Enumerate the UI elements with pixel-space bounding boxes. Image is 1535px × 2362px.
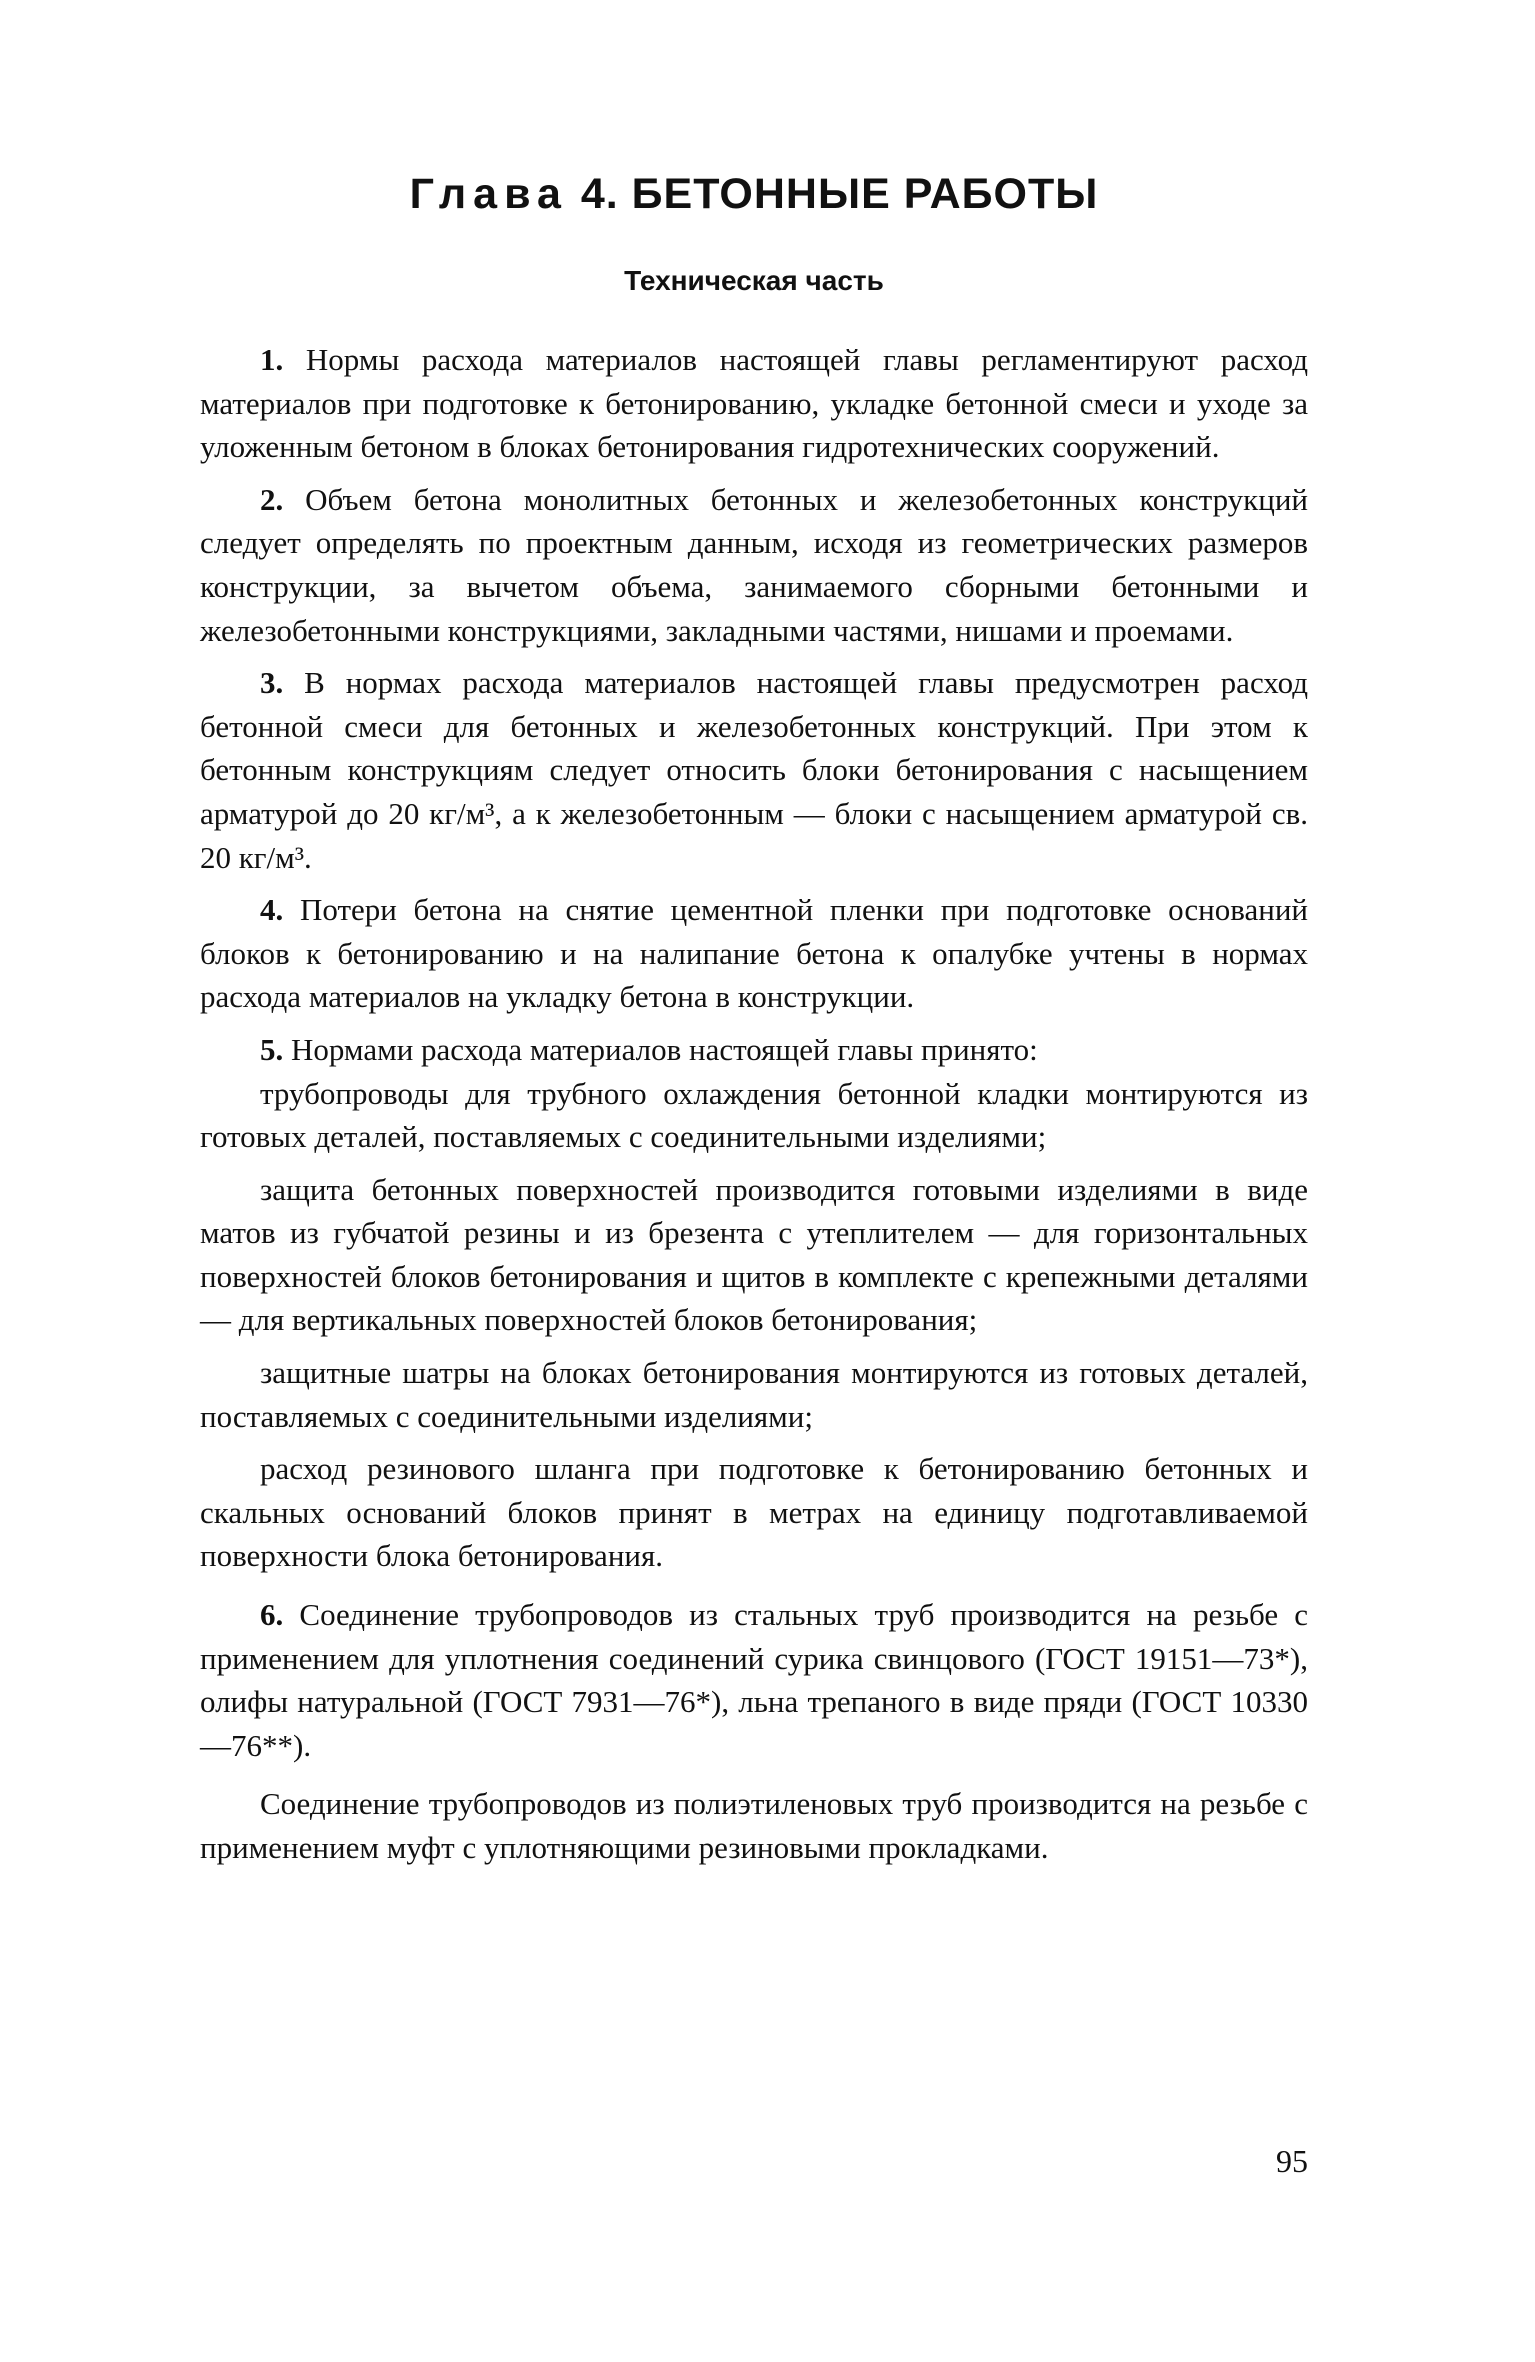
paragraph-3	[200, 661, 1308, 879]
paragraph-6	[200, 1593, 1308, 1767]
paragraph-number: 1.	[260, 342, 284, 377]
paragraph-text: Нормами расхода материалов настоящей главы принято:	[291, 1031, 1038, 1067]
paragraph-number: 5.	[260, 1031, 284, 1067]
paragraph-5-item-4	[200, 1447, 1308, 1578]
paragraph-number: 6.	[260, 1597, 284, 1633]
paragraph-text: Соединение трубопроводов из стальных труб производится на резьбе с применением для уплотнения соединений сурика свинцового (ГОСТ 19151—73*), олифы натуральной (ГОСТ 7931—76*), льна трепаного в виде пряди (ГОСТ 10330—76**).	[200, 1597, 1309, 1763]
paragraph-text: В нормах расхода материалов настоящей главы предусмотрен расход бетонной смеси для бетонных и железобетонных конструкций. При этом к бетонным конструкциям следует относить блоки бетонирования с насыщением арматурой до 20 кг/м³, а к железобетонным — блоки с насыщением арматурой св. 20 кг/м³.	[200, 665, 1308, 875]
paragraph-number: 2.	[260, 481, 284, 517]
paragraph-2	[200, 478, 1308, 652]
paragraph-number: 3.	[260, 665, 284, 701]
paragraph-1	[200, 338, 1308, 469]
paragraph-5-item-1	[200, 1072, 1308, 1159]
paragraph-6-continuation	[200, 1782, 1308, 1869]
paragraph-text: Соединение трубопроводов из полиэтиленовых труб производится на резьбе с применением муфт с уплотняющими резиновыми прокладками.	[200, 1786, 1308, 1865]
chapter-heading: 4. БЕТОННЫЕ РАБОТЫ	[580, 170, 1099, 218]
body-text	[200, 338, 1308, 1870]
paragraph-text: трубопроводы для трубного охлаждения бетонной кладки монтируются из готовых деталей, поставляемых с соединительными изделиями;	[200, 1075, 1308, 1155]
paragraph-5	[200, 1028, 1308, 1072]
paragraph-text: Нормы расхода материалов настоящей главы регламентируют расход материалов при подготовке к бетонированию, укладке бетонной смеси и уходе за уложенным бетоном в блоках бетонирования гидротехнических сооружений.	[200, 342, 1309, 465]
paragraph-5-item-2	[200, 1168, 1308, 1342]
paragraph-number: 4.	[260, 892, 284, 928]
paragraph-text: расход резинового шланга при подготовке к бетонированию бетонных и скальных оснований блоков принят в метрах на единицу подготавливаемой поверхности блока бетонирования.	[200, 1451, 1308, 1574]
document-page	[200, 0, 1308, 2362]
chapter-title	[200, 170, 1308, 219]
paragraph-text: Потери бетона на снятие цементной пленки при подготовке оснований блоков к бетонированию и на налипание бетона к опалубке учтены в нормах расхода материалов на укладку бетона в конструкции.	[200, 892, 1309, 1015]
paragraph-text: защитные шатры на блоках бетонирования монтируются из готовых деталей, поставляемых с соединительными изделиями;	[200, 1355, 1308, 1434]
paragraph-text: защита бетонных поверхностей производится готовыми изделиями в виде матов из губчатой резины и из брезента с утеплителем — для горизонтальных поверхностей блоков бетонирования и щитов в комплекте с крепежными деталями — для вертикальных поверхностей блоков бетонирования;	[200, 1171, 1308, 1338]
paragraph-text: Объем бетона монолитных бетонных и железобетонных конструкций следует определять по проектным данным, исходя из геометрических размеров конструкции, за вычетом объема, занимаемого сборными бетонными и железобетонными конструкциями, закладными частями, нишами и проемами.	[200, 481, 1309, 648]
section-title: Техническая часть	[624, 265, 884, 296]
paragraph-4	[200, 888, 1308, 1019]
chapter-label: Глава	[409, 170, 568, 218]
page-number: 95	[1276, 2143, 1308, 2179]
paragraph-5-item-3	[200, 1351, 1308, 1438]
